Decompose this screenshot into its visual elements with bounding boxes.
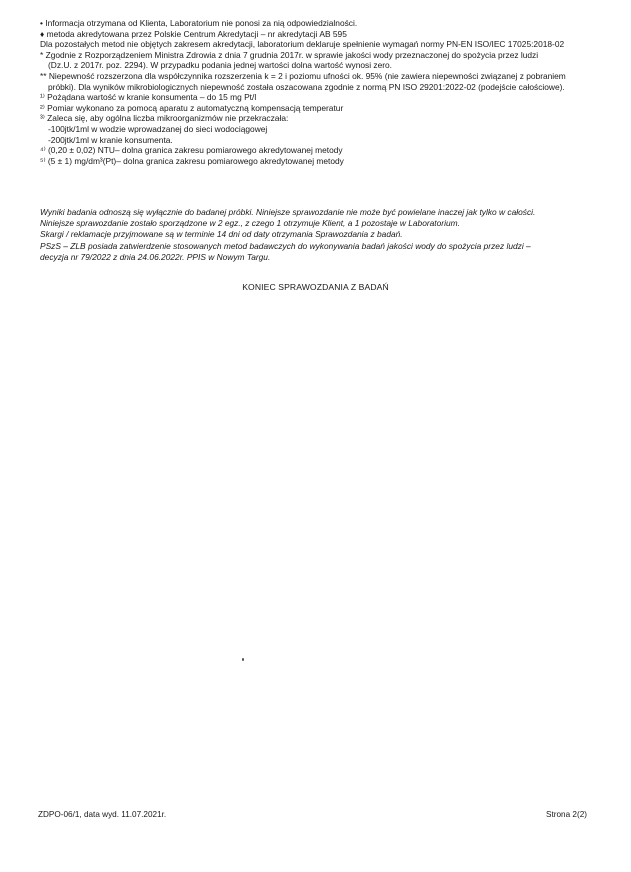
- note-regulation-cont: (Dz.U. z 2017r. poz. 2294). W przypadku podania jednej wartości dolna wartość wynosi zero.: [48, 60, 393, 71]
- note-3-item-1: -100jtk/1ml w wodzie wprowadzanej do sieci wodociągowej: [48, 123, 268, 134]
- note-accredited-method: ♦ metoda akredytowana przez Polskie Centrum Akredytacji – nr akredytacji AB 595: [40, 28, 347, 39]
- note-3-item-2: -200jtk/1ml w kranie konsumenta.: [48, 134, 173, 145]
- footnotes-block: [40, 18, 610, 166]
- note-client-info: • Informacja otrzymana od Klienta, Laboratorium nie ponosi za nią odpowiedzialności.: [40, 18, 358, 28]
- note-other-methods: Dla pozostałych metod nie objętych zakresem akredytacji, laboratorium deklaruje spełnienie wymagań normy PN-EN ISO/IEC 17025:2018-02: [40, 39, 565, 50]
- note-uncertainty-cont: próbki). Dla wyników mikrobiologicznych niepewność została oszacowana zgodnie z normą PN ISO 29201:2022-02 (podejście całościowe).: [48, 81, 565, 92]
- statement-line: PSzS – ZLB posiada zatwierdzenie stosowanych metod badawczych do wykonywania badań jakości wody do spożycia przez ludzi –: [40, 240, 531, 251]
- statement-line: Wyniki badania odnoszą się wyłącznie do badanej próbki. Niniejsze sprawozdanie nie może być powielane inaczej jak tylko w całości.: [40, 207, 536, 217]
- note-5: ⁵⁾ (5 ± 1) mg/dm³(Pt)– dolna granica zakresu pomiarowego akredytowanej metody: [40, 155, 344, 166]
- end-of-report-title: KONIEC SPRAWOZDANIA Z BADAŃ: [242, 282, 389, 292]
- note-3: ³⁾ Zaleca się, aby ogólna liczba mikroorganizmów nie przekraczała:: [40, 113, 289, 124]
- footer-form-id: ZDPO-06/1, data wyd. 11.07.2021r.: [38, 810, 167, 819]
- scan-speck: [242, 658, 244, 661]
- note-1: ¹⁾ Pożądana wartość w kranie konsumenta – do 15 mg Pt/l: [40, 92, 257, 103]
- statement-line: Niniejsze sprawozdanie zostało sporządzone w 2 egz., z czego 1 otrzymuje Klient, a 1 pozostaje w Laboratorium.: [40, 218, 460, 229]
- footer-page-number: Strona 2(2): [546, 810, 587, 819]
- note-2: ²⁾ Pomiar wykonano za pomocą aparatu z automatyczną kompensacją temperatur: [40, 102, 344, 113]
- note-regulation: * Zgodnie z Rozporządzeniem Ministra Zdrowia z dnia 7 grudnia 2017r. w sprawie jakości wody przeznaczonej do spożycia przez ludzi: [40, 49, 539, 60]
- report-statement: [40, 207, 610, 263]
- note-uncertainty: ** Niepewność rozszerzona dla współczynnika rozszerzenia k = 2 i poziomu ufności ok. 95% (nie zawiera niepewności związanej z pobraniem: [40, 70, 566, 81]
- statement-line: Skargi / reklamacje przyjmowane są w terminie 14 dni od daty otrzymania Sprawozdania z badań.: [40, 229, 403, 240]
- note-4: ⁴⁾ (0,20 ± 0,02) NTU– dolna granica zakresu pomiarowego akredytowanej metody: [40, 145, 343, 156]
- statement-line: decyzja nr 79/2022 z dnia 24.06.2022r. PPIS w Nowym Targu.: [40, 251, 271, 262]
